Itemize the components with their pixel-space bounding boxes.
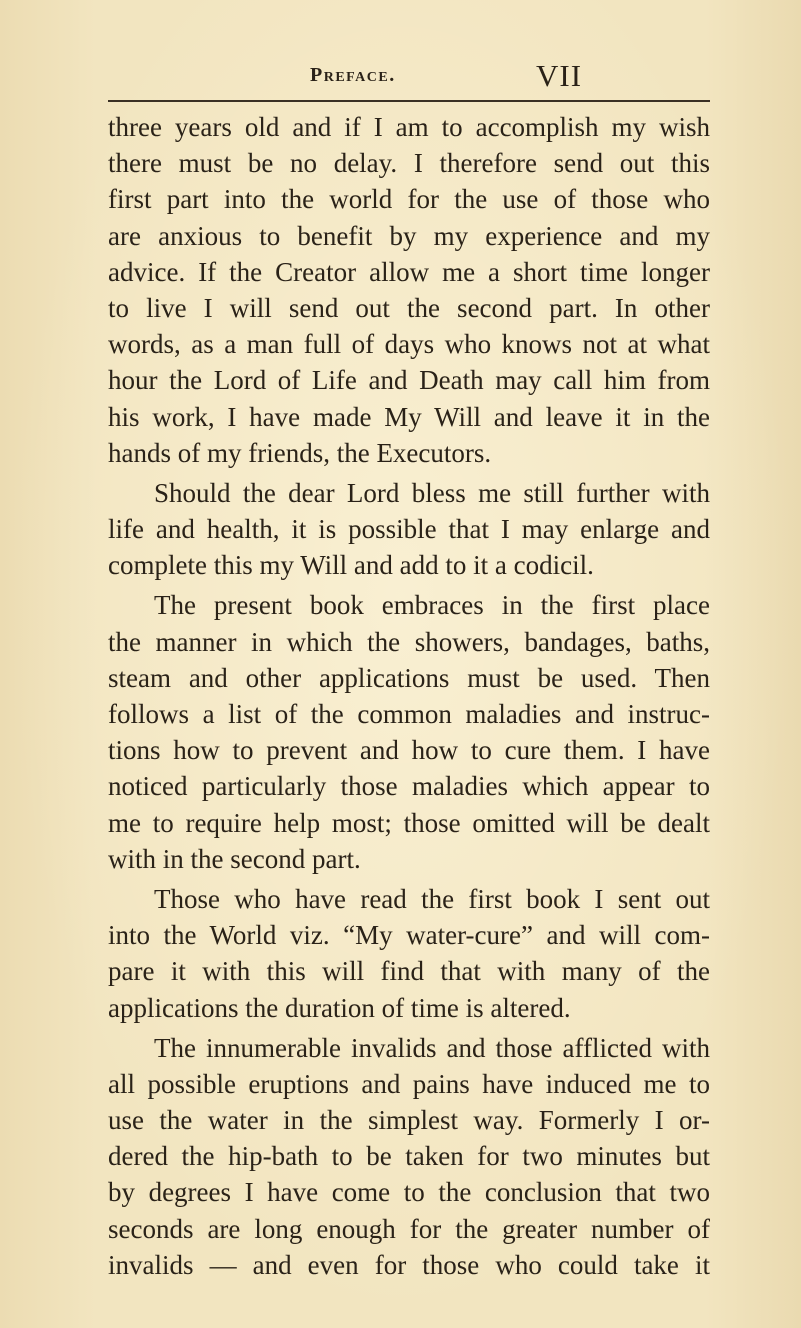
- text-line: applications the duration of time is altered.: [108, 992, 571, 1023]
- text-line: there must be no delay. I therefore send out this: [108, 148, 710, 179]
- text-line: are anxious to benefit by my experience and my: [108, 220, 710, 251]
- text-line: steam and other applications must be used. Then: [108, 662, 710, 693]
- page-number: VII: [536, 58, 583, 93]
- text-line: pare it with this will find that with many of the: [108, 956, 710, 987]
- running-head: [108, 60, 710, 96]
- text-line: The present book embraces in the first place: [154, 590, 710, 621]
- text-line: Should the dear Lord bless me still further with: [154, 477, 710, 508]
- text-line: three years old and if I am to accomplish my wish: [108, 112, 710, 142]
- paragraph-5: [108, 1030, 710, 1283]
- body-text: [108, 109, 710, 1283]
- text-line: complete this my Will and add to it a codicil.: [108, 550, 594, 581]
- paragraph-2: [108, 475, 710, 584]
- text-line: words, as a man full of days who knows not at what: [108, 329, 710, 360]
- text-line: seconds are long enough for the greater number of: [108, 1213, 710, 1244]
- text-line: hour the Lord of Life and Death may call him from: [108, 365, 710, 396]
- text-line: first part into the world for the use of those who: [108, 184, 710, 215]
- text-line: noticed particularly those maladies which appear to: [108, 771, 710, 802]
- text-line: the manner in which the showers, bandages, baths,: [108, 626, 710, 657]
- text-line: to live I will send out the second part. In other: [108, 292, 710, 323]
- text-line: his work, I have made My Will and leave it in the: [108, 401, 710, 432]
- text-line: tions how to prevent and how to cure them. I have: [108, 735, 710, 766]
- text-line: use the water in the simplest way. Formerly I or-: [108, 1105, 710, 1136]
- running-head-title: Preface.: [310, 64, 396, 86]
- text-line: hands of my friends, the Executors.: [108, 437, 492, 468]
- text-line: all possible eruptions and pains have induced me to: [108, 1068, 710, 1099]
- text-line: The innumerable invalids and those afflicted with: [154, 1032, 710, 1063]
- text-line: advice. If the Creator allow me a short time longer: [108, 256, 710, 287]
- text-line: life and health, it is possible that I may enlarge and: [108, 514, 710, 545]
- text-line: follows a list of the common maladies and instruc-: [108, 699, 710, 729]
- paragraph-4: [108, 881, 710, 1026]
- text-line: Those who have read the first book I sent out: [154, 883, 710, 914]
- text-line: into the World viz. “My water-cure” and will com-: [108, 920, 710, 951]
- paragraph-3: [108, 587, 710, 877]
- text-line: invalids — and even for those who could take it: [108, 1249, 710, 1280]
- header-rule: [108, 100, 710, 102]
- text-line: dered the hip-bath to be taken for two minutes but: [108, 1141, 710, 1172]
- paragraph-1: [108, 109, 710, 471]
- text-line: with in the second part.: [108, 843, 361, 874]
- text-line: by degrees I have come to the conclusion that two: [108, 1177, 710, 1208]
- text-line: me to require help most; those omitted will be dealt: [108, 807, 710, 838]
